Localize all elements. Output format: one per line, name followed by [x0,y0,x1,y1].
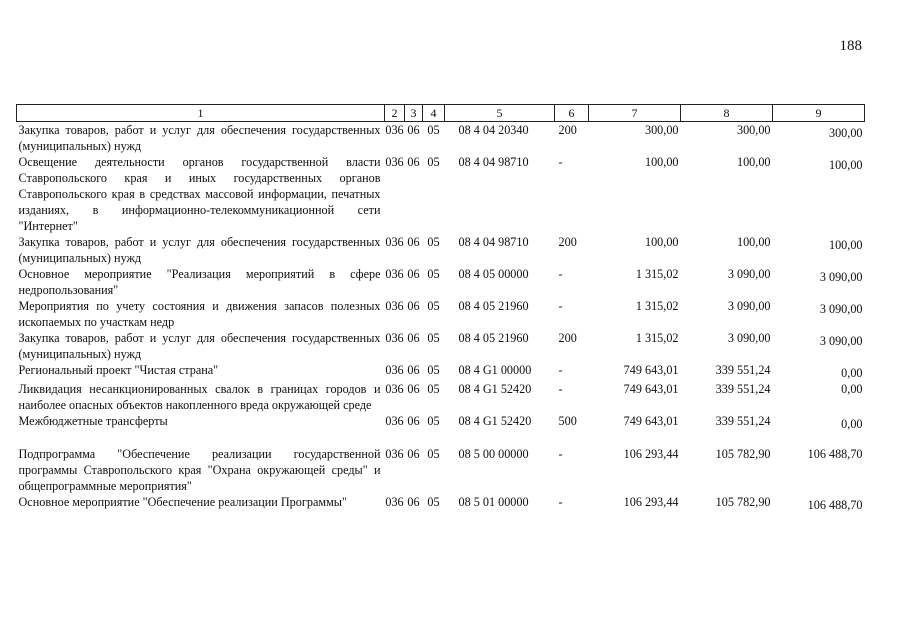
row-name: Закупка товаров, работ и услуг для обеспечения государственных (муниципальных) нужд [18,331,381,361]
row-ministry-code: 036 [385,414,404,428]
row-ministry-code: 036 [385,331,404,345]
row-amount-2: 3 090,00 [727,299,771,313]
row-amount-1: 106 293,44 [623,495,679,509]
table-row [17,432,865,494]
row-section-code: 06 [407,363,420,377]
row-ministry-code: 036 [385,299,404,313]
table-header-row [17,105,865,122]
row-amount-1: 1 315,02 [635,331,679,345]
row-section-code: 06 [407,299,420,313]
row-amount-2: 339 551,24 [715,363,771,377]
budget-table [16,104,865,513]
row-amount-3: 3 090,00 [819,270,863,284]
row-section-code: 06 [407,447,420,461]
row-section-code: 06 [407,155,420,169]
row-name: Основное мероприятие "Обеспечение реализации Программы" [18,495,347,509]
row-amount-1: 1 315,02 [635,267,679,281]
table-row [17,330,865,362]
row-subsection-code: 05 [427,495,440,509]
row-target-code: 08 4 G1 00000 [458,363,532,377]
row-ministry-code: 036 [385,495,404,509]
row-amount-3: 300,00 [828,126,863,140]
row-subsection-code: 05 [427,447,440,461]
row-amount-1: 100,00 [644,235,679,249]
column-header-6: 6 [555,105,589,122]
column-header-5: 5 [445,105,555,122]
row-expense-type: - [558,495,563,509]
row-target-code: 08 4 04 98710 [458,155,529,169]
row-expense-type: 200 [558,123,577,137]
row-name: Межбюджетные трансферты [18,414,168,428]
row-target-code: 08 5 00 00000 [458,447,529,461]
page-number: 188 [839,38,862,54]
row-expense-type: - [558,363,563,377]
row-amount-3: 3 090,00 [819,334,863,348]
row-amount-3: 0,00 [841,382,863,396]
table-row [17,266,865,298]
row-name: Мероприятия по учету состояния и движения запасов полезных ископаемых по участкам недр [18,299,381,329]
row-amount-2: 300,00 [736,123,771,137]
table-row [17,154,865,234]
row-expense-type: 200 [558,331,577,345]
row-section-code: 06 [407,382,420,396]
row-expense-type: 500 [558,414,577,428]
row-name: Ликвидация несанкционированных свалок в границах городов и наиболее опасных объектов накопленного вреда окружающей среде [18,382,381,412]
row-section-code: 06 [407,267,420,281]
row-target-code: 08 4 04 98710 [458,235,529,249]
row-subsection-code: 05 [427,155,440,169]
column-header-2: 2 [385,105,405,122]
row-amount-1: 1 315,02 [635,299,679,313]
row-amount-3: 106 488,70 [807,498,863,512]
row-amount-2: 105 782,90 [715,447,771,461]
row-target-code: 08 4 04 20340 [458,123,529,137]
row-amount-3: 0,00 [841,417,863,431]
row-name: Основное мероприятие "Реализация мероприятий в сфере недропользования" [18,267,381,297]
row-name: Закупка товаров, работ и услуг для обеспечения государственных (муниципальных) нужд [18,235,381,265]
row-target-code: 08 4 G1 52420 [458,414,532,428]
row-amount-1: 749 643,01 [623,363,679,377]
table-row [17,298,865,330]
row-ministry-code: 036 [385,447,404,461]
row-target-code: 08 4 05 00000 [458,267,529,281]
row-amount-2: 339 551,24 [715,414,771,428]
row-amount-1: 106 293,44 [623,447,679,461]
table-row [17,122,865,155]
row-amount-2: 105 782,90 [715,495,771,509]
row-ministry-code: 036 [385,267,404,281]
row-subsection-code: 05 [427,382,440,396]
row-amount-1: 100,00 [644,155,679,169]
row-section-code: 06 [407,235,420,249]
row-subsection-code: 05 [427,267,440,281]
row-expense-type: - [558,267,563,281]
row-amount-1: 300,00 [644,123,679,137]
row-subsection-code: 05 [427,363,440,377]
column-header-3: 3 [405,105,423,122]
row-amount-3: 0,00 [841,366,863,380]
row-ministry-code: 036 [385,382,404,396]
row-amount-1: 749 643,01 [623,382,679,396]
row-target-code: 08 4 05 21960 [458,299,529,313]
row-target-code: 08 4 G1 52420 [458,382,532,396]
row-subsection-code: 05 [427,299,440,313]
row-expense-type: - [558,447,563,461]
column-header-8: 8 [681,105,773,122]
column-header-1: 1 [17,105,385,122]
table-row [17,381,865,413]
row-name: Региональный проект "Чистая страна" [18,363,219,377]
row-expense-type: - [558,382,563,396]
row-section-code: 06 [407,495,420,509]
column-header-7: 7 [589,105,681,122]
row-expense-type: - [558,155,563,169]
row-section-code: 06 [407,331,420,345]
row-expense-type: - [558,299,563,313]
row-ministry-code: 036 [385,155,404,169]
table-row [17,234,865,266]
row-name: Подпрограмма "Обеспечение реализации государственной программы Ставропольского края "Охрана окружающей среды" и общепрограммные мероприятия" [18,447,381,493]
row-name: Освещение деятельности органов государственной власти Ставропольского края и иных государственных органов Ставропольского края в средствах массовой информации, печатных изданиях, в информационно-телекоммуникационной сети "Интернет" [18,155,381,233]
row-target-code: 08 5 01 00000 [458,495,529,509]
row-ministry-code: 036 [385,123,404,137]
row-amount-3: 106 488,70 [807,447,863,461]
row-subsection-code: 05 [427,331,440,345]
row-amount-3: 100,00 [828,238,863,252]
row-name: Закупка товаров, работ и услуг для обеспечения государственных (муниципальных) нужд [18,123,381,153]
row-subsection-code: 05 [427,414,440,428]
row-ministry-code: 036 [385,363,404,377]
table-row [17,413,865,432]
row-amount-2: 100,00 [736,235,771,249]
row-expense-type: 200 [558,235,577,249]
row-amount-3: 3 090,00 [819,302,863,316]
row-amount-2: 3 090,00 [727,331,771,345]
column-header-9: 9 [773,105,865,122]
row-section-code: 06 [407,123,420,137]
table-row [17,494,865,513]
row-amount-2: 3 090,00 [727,267,771,281]
row-amount-1: 749 643,01 [623,414,679,428]
row-target-code: 08 4 05 21960 [458,331,529,345]
row-ministry-code: 036 [385,235,404,249]
row-amount-2: 339 551,24 [715,382,771,396]
row-subsection-code: 05 [427,123,440,137]
row-section-code: 06 [407,414,420,428]
table-row [17,362,865,381]
row-subsection-code: 05 [427,235,440,249]
column-header-4: 4 [423,105,445,122]
row-amount-3: 100,00 [828,158,863,172]
row-amount-2: 100,00 [736,155,771,169]
